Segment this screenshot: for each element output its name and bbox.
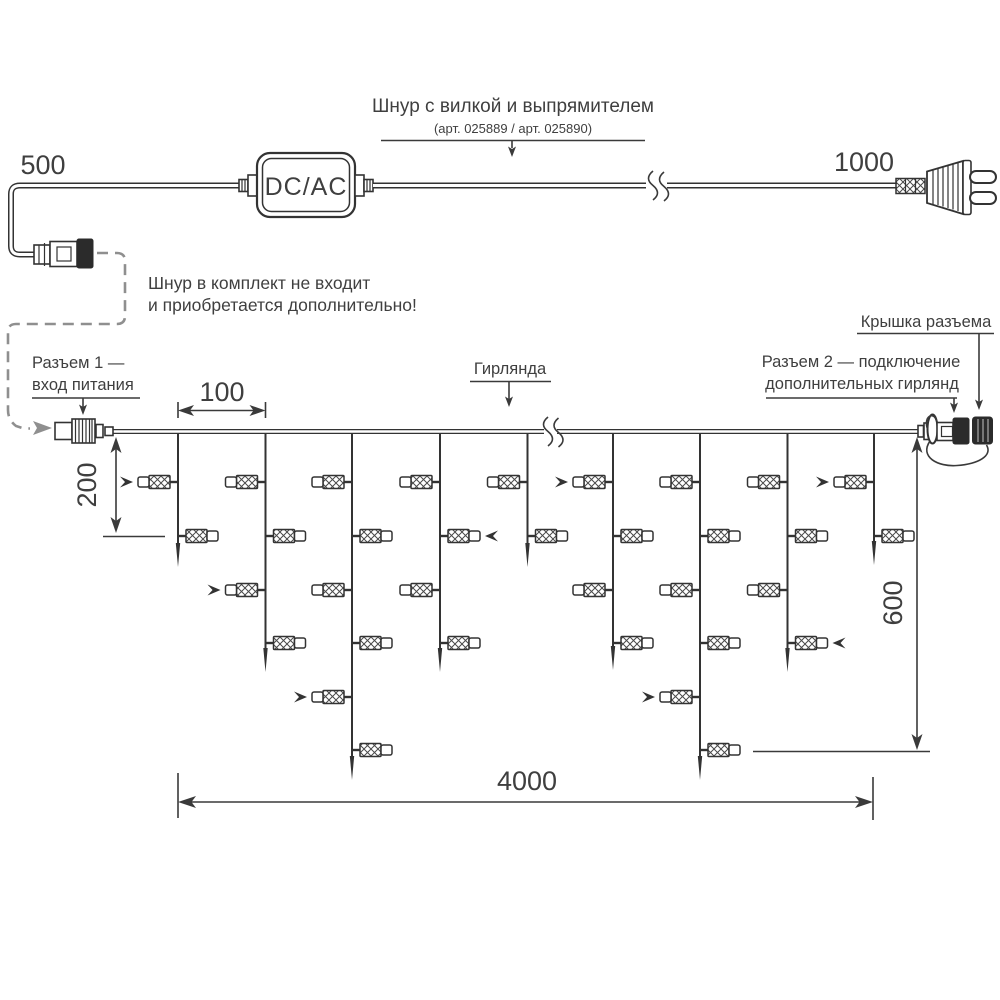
garland-section — [32, 313, 994, 820]
drop-tip — [350, 756, 354, 780]
lamp-cap — [469, 531, 480, 541]
lamp-body — [448, 637, 469, 650]
lamp-cap — [557, 531, 568, 541]
dim-600-label: 600 — [878, 580, 908, 626]
dim-500-label: 500 — [20, 150, 66, 180]
lamp-body — [323, 584, 344, 597]
lamp-body — [708, 637, 729, 650]
icicle-drops — [120, 433, 914, 780]
lamp-cap — [226, 477, 237, 487]
not-included-callout — [8, 253, 417, 435]
lamp-body — [584, 476, 605, 489]
drop-tip — [263, 648, 267, 672]
lamp-cap — [226, 585, 237, 595]
lamp-cap — [312, 477, 323, 487]
lamp-cap — [729, 531, 740, 541]
lamp-cap — [642, 531, 653, 541]
lamp-cap — [642, 638, 653, 648]
lamp-cap — [817, 531, 828, 541]
lamp-body — [360, 530, 381, 543]
drop-tip — [872, 541, 876, 565]
connector-2 — [918, 415, 993, 466]
note-line2: и приобретается дополнительно! — [148, 295, 417, 315]
connector1-label-line2: вход питания — [32, 376, 134, 394]
dashed-connector-path — [8, 253, 125, 429]
connector2-callout — [762, 353, 961, 413]
lamp-direction-arrow — [485, 531, 498, 542]
drop-tip — [785, 648, 789, 672]
icicle-drop — [208, 433, 306, 672]
lamp-body — [708, 744, 729, 757]
icicle-drop — [294, 433, 392, 780]
cord-wire-left — [11, 186, 240, 255]
dcac-adapter — [239, 153, 373, 217]
drop-tip — [698, 756, 702, 780]
lamp-cap — [400, 585, 411, 595]
lamp-cap — [748, 585, 759, 595]
drop-tip — [438, 648, 442, 672]
lamp-direction-arrow — [642, 692, 655, 703]
cap-strap — [927, 441, 988, 466]
cord-title-label: Шнур с вилкой и выпрямителем — [372, 96, 654, 117]
lamp-body — [448, 530, 469, 543]
icicle-drop — [400, 433, 498, 672]
lamp-direction-arrow — [120, 477, 133, 488]
connector1-callout — [32, 354, 140, 415]
lamp-cap — [660, 692, 671, 702]
lamp-cap — [381, 745, 392, 755]
dim-4000-label: 4000 — [496, 766, 558, 796]
lamp-direction-arrow — [208, 585, 221, 596]
note-line1: Шнур в комплект не входит — [148, 273, 371, 293]
lamp-body — [323, 476, 344, 489]
lamp-cap — [469, 638, 480, 648]
garland-callout — [470, 360, 551, 407]
cord-title-arrow — [508, 147, 516, 158]
lamp-body — [499, 476, 520, 489]
dim-200-label: 200 — [72, 462, 102, 508]
lamp-cap — [729, 638, 740, 648]
power-cord-section — [11, 96, 996, 268]
garland-label: Гирлянда — [473, 360, 547, 378]
lamp-body — [759, 476, 780, 489]
lamp-body — [708, 530, 729, 543]
icicle-drop — [748, 433, 846, 672]
article-numbers-label: (арт. 025889 / арт. 025890) — [433, 121, 593, 136]
lamp-body — [671, 476, 692, 489]
lamp-body — [796, 530, 817, 543]
lamp-cap — [834, 477, 845, 487]
cord-output-connector — [34, 239, 93, 268]
lamp-body — [845, 476, 866, 489]
lamp-body — [536, 530, 557, 543]
lamp-cap — [660, 477, 671, 487]
connector1-label-line1: Разъем 1 — — [32, 354, 125, 372]
lamp-body — [411, 476, 432, 489]
lamp-body — [584, 584, 605, 597]
dim-100-label: 100 — [199, 377, 245, 407]
cap-label: Крышка разъема — [860, 313, 992, 331]
lamp-cap — [207, 531, 218, 541]
icicle-drop — [816, 433, 914, 565]
lamp-body — [149, 476, 170, 489]
connector2-label-line1: Разъем 2 — подключение — [761, 353, 961, 371]
lamp-cap — [488, 477, 499, 487]
connector-cap — [973, 417, 993, 444]
icicle-drop — [488, 433, 568, 567]
lamp-body — [882, 530, 903, 543]
dimension-100 — [178, 377, 266, 418]
lamp-cap — [660, 585, 671, 595]
lamp-body — [274, 637, 295, 650]
drop-tip — [176, 543, 180, 567]
lamp-cap — [381, 531, 392, 541]
lamp-cap — [729, 745, 740, 755]
power-plug — [896, 161, 996, 215]
dashed-path-arrow — [33, 421, 52, 435]
lamp-direction-arrow — [833, 638, 846, 649]
lamp-cap — [903, 531, 914, 541]
lamp-cap — [312, 692, 323, 702]
lamp-cap — [295, 531, 306, 541]
lamp-body — [671, 584, 692, 597]
lamp-body — [671, 691, 692, 704]
dimension-4000 — [178, 766, 873, 820]
lamp-body — [323, 691, 344, 704]
lamp-body — [796, 637, 817, 650]
lamp-cap — [817, 638, 828, 648]
lamp-body — [411, 584, 432, 597]
icicle-drop — [642, 433, 740, 780]
lamp-body — [621, 637, 642, 650]
lamp-body — [759, 584, 780, 597]
lamp-cap — [138, 477, 149, 487]
lamp-cap — [312, 585, 323, 595]
lamp-direction-arrow — [555, 477, 568, 488]
lamp-body — [186, 530, 207, 543]
dcac-label: DC/AC — [264, 173, 348, 201]
connector2-label-line2: дополнительных гирлянд — [765, 375, 959, 393]
lamp-cap — [400, 477, 411, 487]
drop-tip — [611, 646, 615, 670]
lamp-cap — [573, 477, 584, 487]
lamp-direction-arrow — [294, 692, 307, 703]
icicle-drop — [555, 433, 653, 670]
lamp-body — [360, 744, 381, 757]
connector-1 — [55, 419, 113, 443]
dim-1000-label: 1000 — [833, 147, 895, 177]
drop-tip — [525, 543, 529, 567]
lamp-body — [274, 530, 295, 543]
lamp-cap — [381, 638, 392, 648]
icicle-drop — [120, 433, 218, 567]
lamp-body — [237, 476, 258, 489]
lamp-direction-arrow — [816, 477, 829, 488]
lamp-cap — [748, 477, 759, 487]
lamp-cap — [573, 585, 584, 595]
lamp-cap — [295, 638, 306, 648]
lamp-body — [360, 637, 381, 650]
lamp-body — [621, 530, 642, 543]
lamp-body — [237, 584, 258, 597]
cord-break-mark — [649, 171, 669, 201]
